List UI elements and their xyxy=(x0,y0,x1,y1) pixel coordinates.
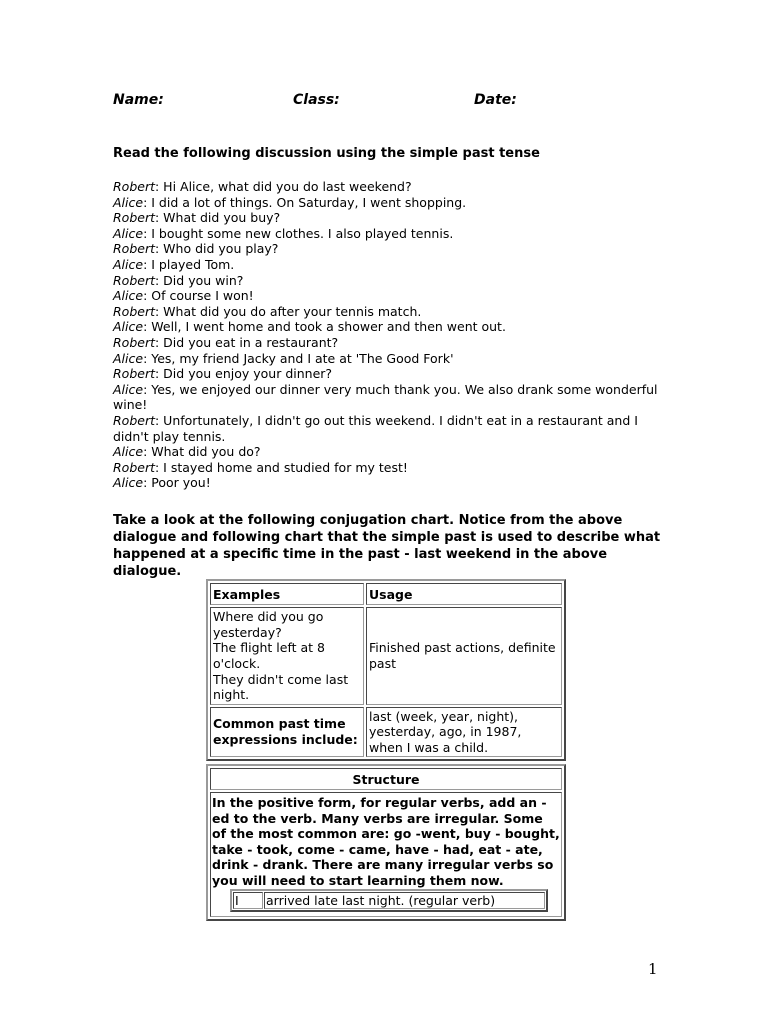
usage-table xyxy=(206,579,566,761)
dialogue xyxy=(113,179,658,491)
dialogue-text: : Yes, my friend Jacky and I ate at 'The Good Fork' xyxy=(143,350,454,366)
dialogue-speaker: Robert xyxy=(113,272,155,288)
dialogue-speaker: Alice xyxy=(113,319,144,335)
date-label: Date: xyxy=(474,92,517,108)
dialogue-text: : Did you eat in a restaurant? xyxy=(155,334,339,350)
dialogue-line xyxy=(113,226,658,242)
dialogue-speaker: Robert xyxy=(113,179,155,194)
dialogue-line xyxy=(113,179,658,195)
dialogue-line xyxy=(113,257,658,273)
dialogue-speaker: Alice xyxy=(113,194,144,210)
dialogue-text: : What did you do? xyxy=(143,444,261,460)
name-label: Name: xyxy=(113,92,164,108)
dialogue-line xyxy=(113,382,658,413)
dialogue-text: : Hi Alice, what did you do last weekend? xyxy=(155,179,412,194)
dialogue-text: : Did you enjoy your dinner? xyxy=(155,366,333,382)
dialogue-line xyxy=(113,460,658,476)
structure-cell xyxy=(210,792,562,917)
structure-header: Structure xyxy=(210,768,562,790)
dialogue-line xyxy=(113,304,658,320)
dialogue-speaker: Robert xyxy=(113,303,155,319)
dialogue-line xyxy=(113,444,658,460)
dialogue-speaker: Alice xyxy=(113,288,144,304)
class-label: Class: xyxy=(293,92,340,108)
dialogue-text: : Yes, we enjoyed our dinner very much thank you. We also drank some wonderful wine! xyxy=(113,381,658,413)
dialogue-speaker: Alice xyxy=(113,381,144,397)
dialogue-speaker: Alice xyxy=(113,444,144,460)
structure-example-table xyxy=(230,889,548,913)
dialogue-text: : What did you do after your tennis match. xyxy=(155,303,422,319)
usage-header: Usage xyxy=(366,583,562,605)
example-subject: I xyxy=(233,892,263,910)
chart-note: Take a look at the following conjugation chart. Notice from the above dialogue and following chart that the simple past is used to describe what happened at a specific time in the past - last weekend in the above dialogue. xyxy=(113,513,661,579)
dialogue-line xyxy=(113,351,658,367)
dialogue-text: : Poor you! xyxy=(143,475,211,491)
dialogue-text: : I bought some new clothes. I also played tennis. xyxy=(143,225,454,241)
dialogue-speaker: Alice xyxy=(113,256,144,272)
dialogue-text: : I stayed home and studied for my test! xyxy=(155,459,408,475)
dialogue-text: : Of course I won! xyxy=(143,288,254,304)
dialogue-line xyxy=(113,210,658,226)
page-number: 1 xyxy=(648,960,658,978)
examples-cell: Where did you go yesterday? The flight left at 8 o'clock. They didn't come last night. xyxy=(210,607,364,705)
dialogue-text: : Unfortunately, I didn't go out this weekend. I didn't eat in a restaurant and I didn't play tennis. xyxy=(113,412,638,444)
dialogue-speaker: Robert xyxy=(113,334,155,350)
expressions-label: Common past time expressions include: xyxy=(210,707,364,757)
dialogue-speaker: Alice xyxy=(113,350,144,366)
dialogue-line xyxy=(113,288,658,304)
expressions-cell: last (week, year, night), yesterday, ago, in 1987, when I was a child. xyxy=(366,707,562,757)
structure-text: In the positive form, for regular verbs, add an -ed to the verb. Many verbs are irregular. Some of the most common are: go -went, buy - bought, take - took, come - came, have - had, eat - ate, drink - drank. There are many irregular verbs so you will need to start learning them now. xyxy=(212,795,560,888)
dialogue-text: : Did you win? xyxy=(155,272,244,288)
dialogue-line xyxy=(113,241,658,257)
dialogue-text: : Well, I went home and took a shower and then went out. xyxy=(143,319,506,335)
dialogue-line xyxy=(113,413,658,444)
dialogue-speaker: Robert xyxy=(113,241,155,257)
dialogue-line xyxy=(113,195,658,211)
dialogue-line xyxy=(113,273,658,289)
dialogue-speaker: Robert xyxy=(113,412,155,428)
dialogue-speaker: Robert xyxy=(113,459,155,475)
dialogue-speaker: Robert xyxy=(113,366,155,382)
dialogue-speaker: Alice xyxy=(113,225,144,241)
dialogue-text: : Who did you play? xyxy=(155,241,279,257)
structure-table xyxy=(206,764,566,921)
instruction-heading: Read the following discussion using the simple past tense xyxy=(113,146,540,161)
usage-cell: Finished past actions, definite past xyxy=(366,607,562,705)
dialogue-text: : What did you buy? xyxy=(155,210,281,226)
dialogue-line xyxy=(113,475,658,491)
dialogue-speaker: Robert xyxy=(113,210,155,226)
dialogue-text: : I did a lot of things. On Saturday, I went shopping. xyxy=(143,194,467,210)
examples-header: Examples xyxy=(210,583,364,605)
dialogue-line xyxy=(113,319,658,335)
dialogue-line xyxy=(113,366,658,382)
example-sentence: arrived late last night. (regular verb) xyxy=(264,892,545,910)
dialogue-text: : I played Tom. xyxy=(143,256,235,272)
dialogue-speaker: Alice xyxy=(113,475,144,491)
dialogue-line xyxy=(113,335,658,351)
